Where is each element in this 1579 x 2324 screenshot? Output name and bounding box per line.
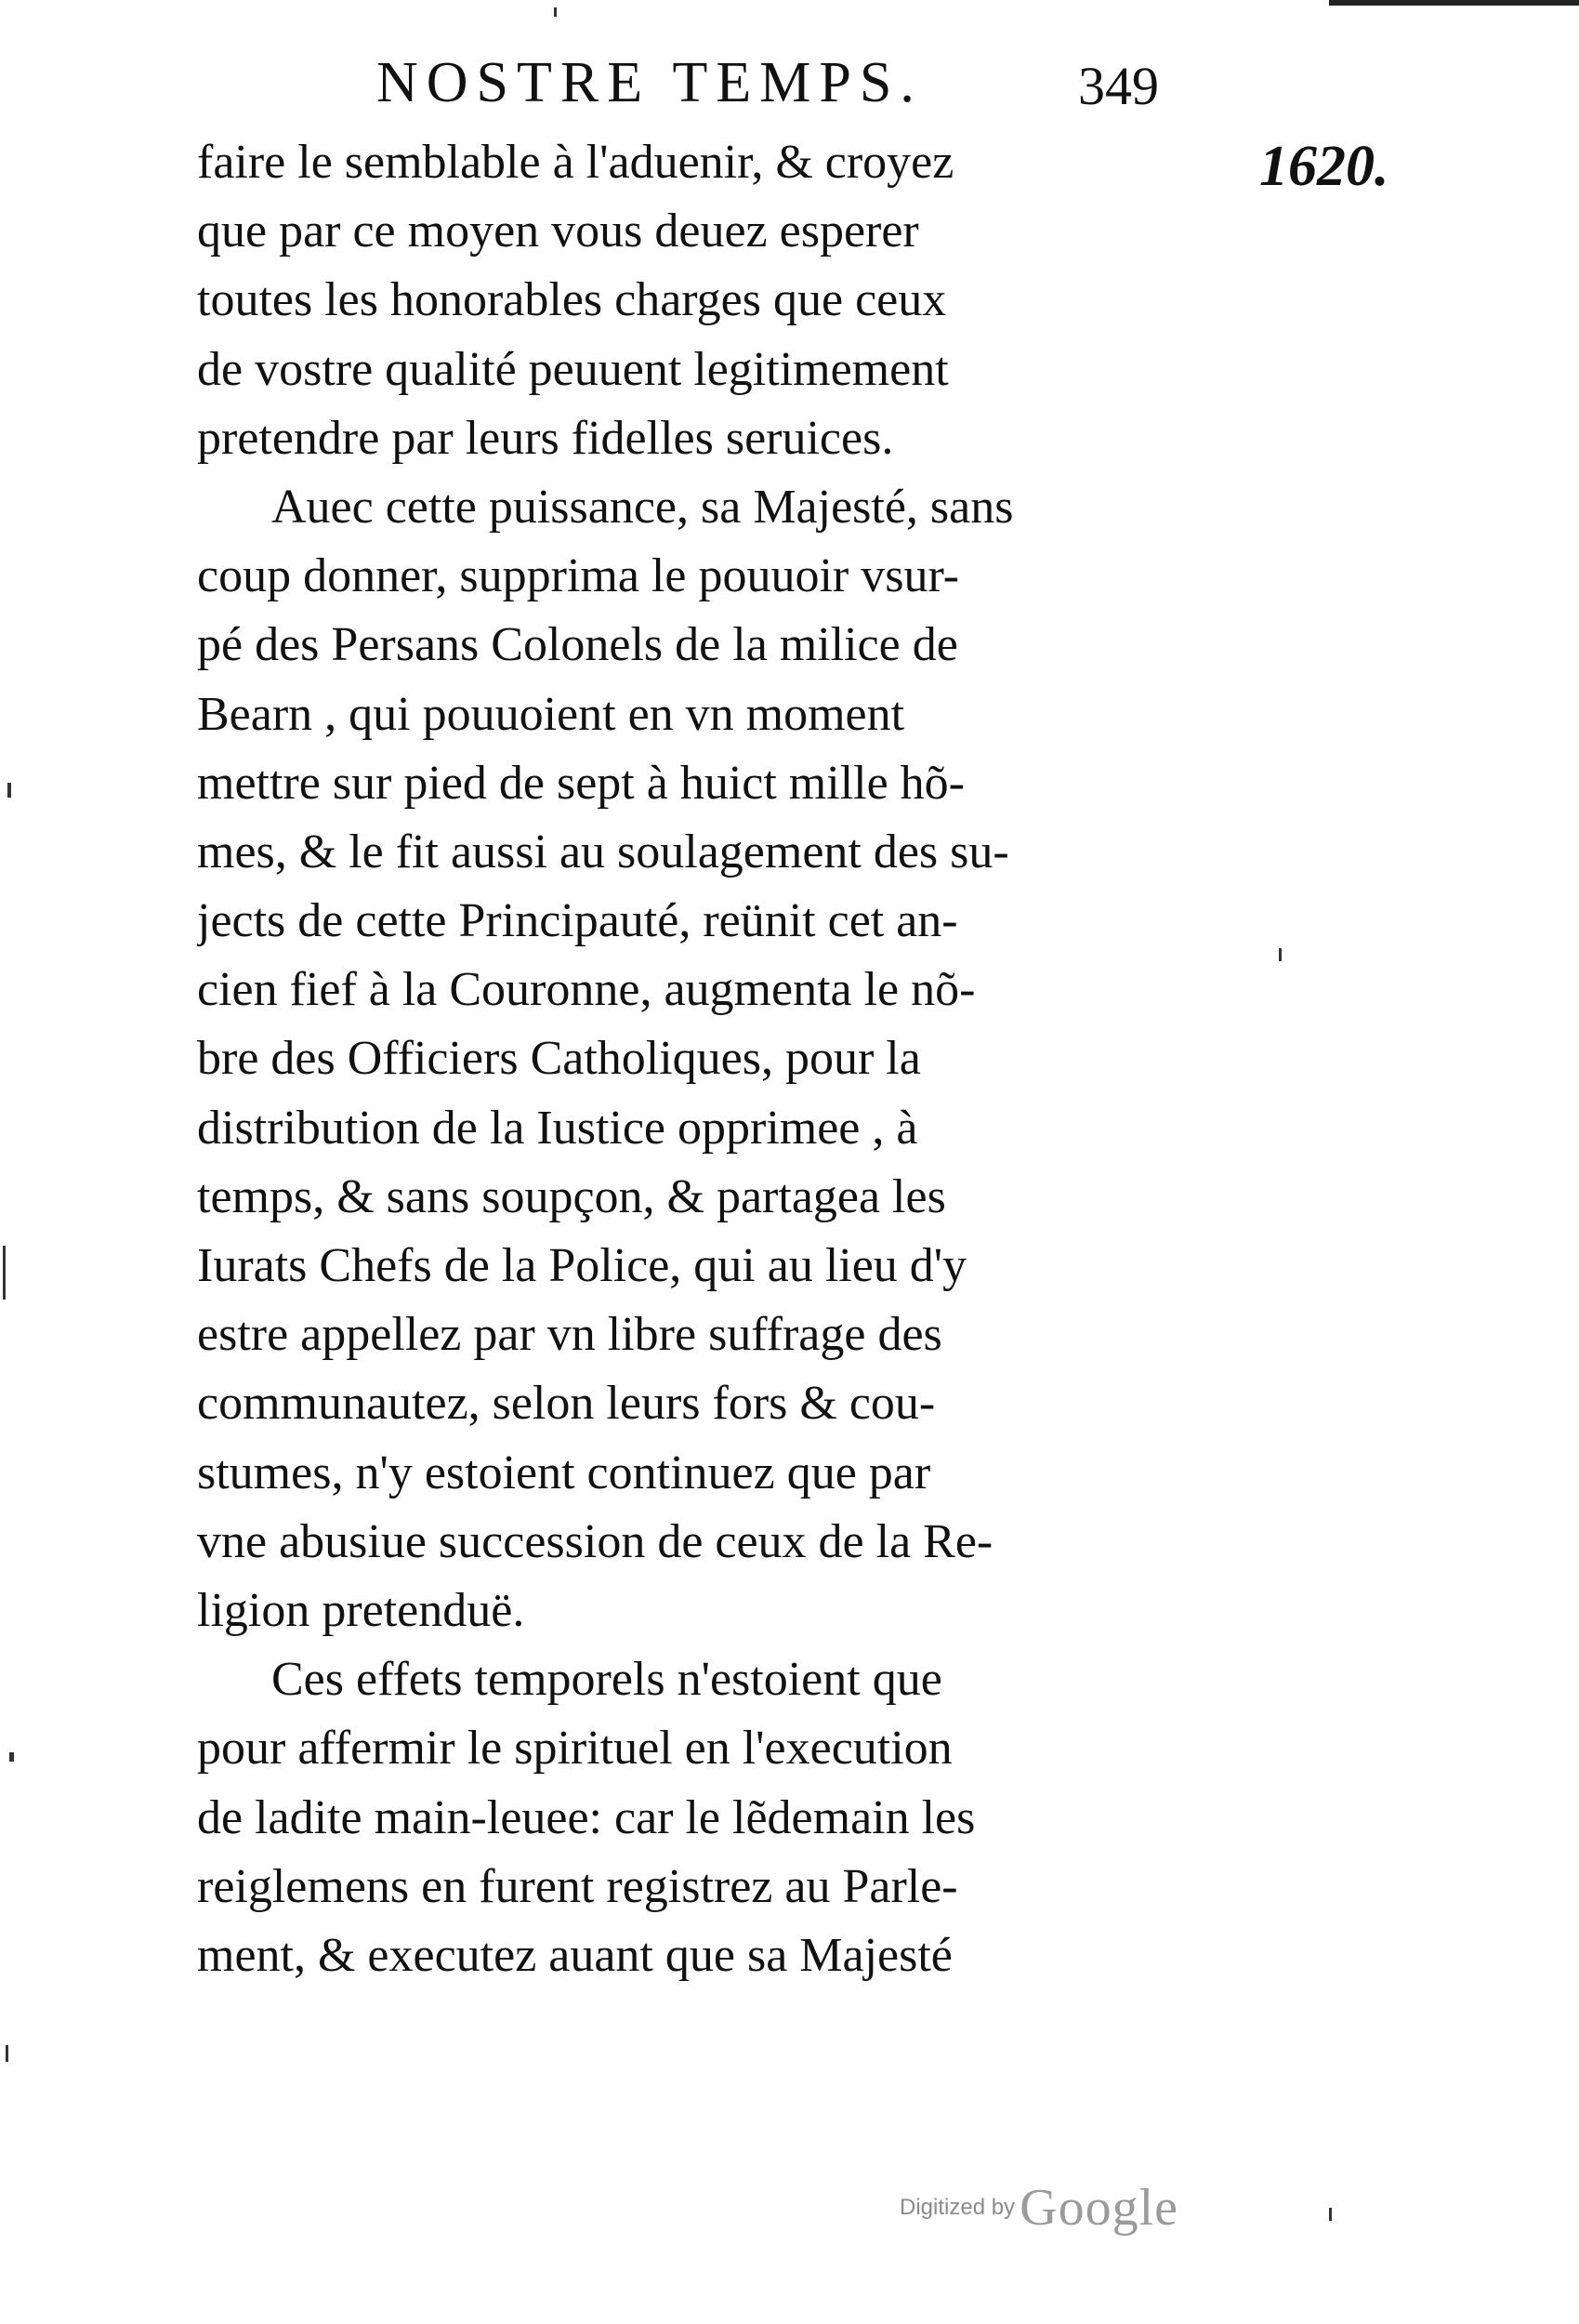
text-line: temps, & sans soupçon, & partagea les	[197, 1169, 946, 1223]
google-watermark	[900, 2178, 1178, 2238]
paragraph-first-line: Auec cette puissance, sa Majesté, sans	[271, 480, 1014, 534]
running-head: NOSTRE TEMPS.	[376, 51, 923, 114]
page-number: 349	[1078, 56, 1159, 116]
digitized-by-label: Digitized by	[900, 2195, 1016, 2220]
scan-speck	[1279, 948, 1282, 961]
top-edge-mark	[554, 7, 557, 17]
text-line: estre appellez par vn libre suffrage des	[197, 1308, 942, 1362]
text-line: de ladite main-leuee: car le lẽdemain les	[197, 1790, 976, 1844]
body-text	[197, 128, 1215, 1990]
text-line: vne abusiue succession de ceux de la Re-	[197, 1514, 993, 1568]
text-line: de vostre qualité peuuent legitimement	[197, 342, 949, 396]
text-line: pour affermir le spirituel en l'execution	[197, 1722, 953, 1776]
scan-speck	[9, 1752, 14, 1762]
text-line: mettre sur pied de sept à huict mille hõ-	[197, 756, 965, 810]
text-line: jects de cette Principauté, reünit cet an-	[197, 894, 958, 948]
google-logo: Google	[1020, 2179, 1179, 2237]
text-line: toutes les honorables charges que ceux	[197, 273, 947, 327]
text-line: Iurats Chefs de la Police, qui au lieu d'y	[197, 1239, 967, 1292]
top-edge-rule	[1329, 0, 1579, 6]
text-line: ment, & executez auant que sa Majesté	[197, 1928, 953, 1982]
text-line: faire le semblable à l'aduenir, & croyez	[197, 136, 954, 189]
text-line: coup donner, supprima le pouuoir vsur-	[197, 549, 960, 603]
text-line: distribution de la Iustice opprimee , à	[197, 1101, 918, 1155]
text-line: reiglemens en furent registrez au Parle-	[197, 1859, 958, 1913]
text-line: pé des Persans Colonels de la milice de	[197, 618, 958, 672]
text-line: communautez, selon leurs fors & cou-	[197, 1377, 936, 1431]
text-line: ligion pretenduë.	[197, 1583, 525, 1637]
paragraph-first-line: Ces effets temporels n'estoient que	[271, 1653, 942, 1707]
text-line: Bearn , qui pouuoient en vn moment	[197, 687, 905, 741]
text-line: pretendre par leurs fidelles seruices.	[197, 411, 894, 465]
text-line: bre des Officiers Catholiques, pour la	[197, 1032, 921, 1086]
text-line: mes, & le fit aussi au soulagement des su-	[197, 825, 1009, 878]
scan-speck	[7, 783, 11, 798]
text-line: stumes, n'y estoient continuez que par	[197, 1446, 931, 1499]
text-line: que par ce moyen vous deuez esperer	[197, 205, 919, 258]
margin-year-note: 1620.	[1259, 135, 1389, 198]
scan-speck	[6, 2045, 8, 2062]
scan-speck	[1329, 2208, 1332, 2221]
scan-speck	[3, 1246, 6, 1300]
text-line: cien fief à la Couronne, augmenta le nõ-	[197, 963, 976, 1017]
